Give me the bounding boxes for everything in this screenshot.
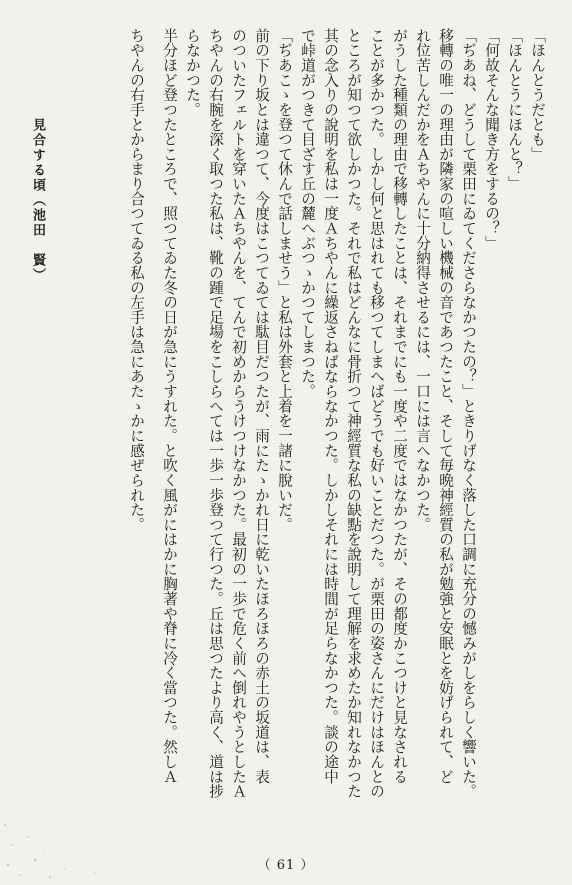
text-line: ちやんの右手とからまり合つてゐる私の左手は急にあたゝかに感ぜられた。 — [128, 28, 145, 532]
text-line: がうした種類の理由で移轉したことは、それまでにも一度や二度ではなかつたが、その都度かこつけと見なされる — [391, 28, 408, 784]
running-head: 見合する頃（池田 賢） — [30, 118, 45, 283]
text-line: 「ぢあこゝを登つて休んで話しませう」と私は外套と上着を一諸に脫いだ。 — [276, 28, 293, 532]
text-line: 「ほんとうだとも」 — [529, 28, 546, 162]
text-line: ことが多かつた。しかし何と思はれても移つてしまへばどうでも好いことだつた。が栗田の姿さんにだけはほんとの — [368, 28, 385, 799]
text-line: 移轉の唯一の理由が隣家の喧しい機械の音であつたこと、そして毎晩神經質の私が勉強と安眠とを妨げられて、ど — [437, 28, 454, 784]
text-line: のついたフェルトを穿いたＡちやんを、てんで初めからうけつけなかつた。最初の一歩で危く前へ倒れやうとしたＡ — [230, 28, 247, 799]
text-line: ちやんの右腕を深く取つた私は、靴の踵で足場をこしらへては一歩一歩登つて行つた。丘は思つたより高く、道は捗 — [207, 28, 224, 799]
text-line: 「ほんとうにほんと？」 — [506, 28, 523, 192]
text-line: 「何故そんな聞き方をするの？」 — [483, 28, 500, 251]
body-text — [123, 28, 544, 814]
paper-speckle-texture — [0, 765, 140, 885]
text-line: 其の念入りの說明を私は一度Ａちやんに繰返さねばならなかつた。しかしそれには時間が足らなかつた。談の途中 — [322, 28, 339, 784]
page-number: （ 61 ） — [257, 858, 315, 873]
text-line: 「ぢあね、どうして栗田にゐてくださらなかつたの？」ときりげなく落した口調に充分の憾みがしをらしく響いた。 — [460, 28, 477, 799]
text-line: 半分ほど登つたところで、照つてゐた冬の日が急にうすれた。と吹く風がにはかに胸著や脊に冷く當つた。然しＡ — [161, 28, 178, 784]
text-line: ところが知つて欲しかつた。それで私はどんなに骨折つて神經質な私の缺點を說明して理解を求めたか知れなかつた — [345, 28, 362, 799]
text-line: 前の下り坂とは違つて、今度はこつてゐては駄目だつたが、雨にたゝかれ日に乾いたほろほろの赤土の坂道は、表 — [253, 28, 270, 784]
text-line: らなかつた。 — [184, 28, 201, 117]
text-line: れ位苦しんだかをＡちやんに十分納得させるには、一口には言へなかつた。 — [414, 28, 431, 532]
text-line: で峠道がつきて目ざす丘の麓へぶつゝかつてしまつた。 — [299, 28, 316, 399]
